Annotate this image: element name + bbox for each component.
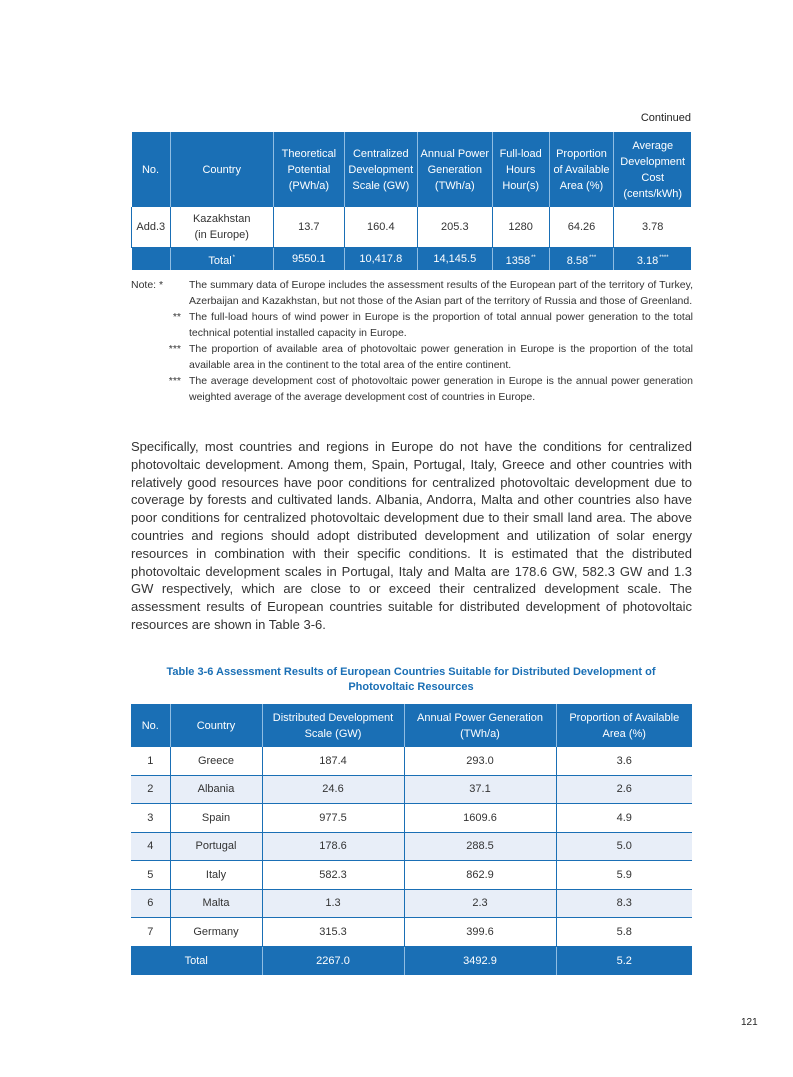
cell-generation: 288.5 (404, 832, 556, 861)
cell-generation: 37.1 (404, 775, 556, 804)
cell-country: Kazakhstan (in Europe) (170, 207, 273, 248)
cell-proportion: 2.6 (556, 775, 692, 804)
cell-generation: 862.9 (404, 861, 556, 890)
cell-proportion: 64.26 (549, 207, 614, 248)
cell-total-theoretical: 9550.1 (273, 248, 344, 271)
header-proportion: Proportion of Available Area (%) (556, 704, 692, 747)
cell-proportion: 5.8 (556, 918, 692, 947)
cell-country: Spain (170, 804, 262, 833)
cell-generation: 293.0 (404, 747, 556, 775)
cell-no: 7 (131, 918, 170, 947)
cell-total-proportion: 8.58*** (549, 248, 614, 271)
note-text: The summary data of Europe includes the assessment results of the European part of the territory of Turkey, Azerbaijan and Kazakhstan, but not those of the Asian part of the territory of Russia and those of Greenland. (189, 279, 693, 307)
cell-country: Greece (170, 747, 262, 775)
cell-total-proportion: 5.2 (556, 946, 692, 975)
table-header-row (131, 704, 692, 747)
cell-no: 2 (131, 775, 170, 804)
cell-generation: 2.3 (404, 889, 556, 918)
caption-line: Photovoltaic Resources (348, 681, 474, 693)
continued-label: Continued (640, 112, 691, 124)
header-generation: Annual Power Generation (TWh/a) (404, 704, 556, 747)
cell-scale: 178.6 (262, 832, 404, 861)
header-country: Country (170, 704, 262, 747)
table-row (131, 918, 692, 947)
header-centralized: Centralized Development Scale (GW) (344, 132, 417, 207)
cell-country: Germany (170, 918, 262, 947)
cell-scale: 24.6 (262, 775, 404, 804)
cell-scale: 315.3 (262, 918, 404, 947)
cell-scale: 977.5 (262, 804, 404, 833)
total-row (132, 248, 692, 271)
table-header-row (132, 132, 692, 207)
cell-total-cost: 3.18**** (614, 248, 691, 271)
table-row (131, 775, 692, 804)
cell-total-centralized: 10,417.8 (344, 248, 417, 271)
cell-country: Malta (170, 889, 262, 918)
cell-no: 6 (131, 889, 170, 918)
cell-proportion: 8.3 (556, 889, 692, 918)
header-cost: Average Development Cost (cents/kWh) (614, 132, 691, 207)
note-mark: Note: * (131, 279, 164, 291)
cell-no: 1 (131, 747, 170, 775)
cell-no: 4 (131, 832, 170, 861)
cell-country: Italy (170, 861, 262, 890)
cell-no: 3 (131, 804, 170, 833)
header-annual: Annual Power Generation (TWh/a) (417, 132, 492, 207)
table-row (131, 832, 692, 861)
note-item (131, 373, 693, 405)
cell-generation: 1609.6 (404, 804, 556, 833)
cell-total-label: Total* (170, 248, 273, 271)
cell-total-scale: 2267.0 (262, 946, 404, 975)
note-mark: *** (168, 343, 181, 355)
table-caption (131, 665, 691, 695)
table-row (131, 804, 692, 833)
cell-no: Add.3 (132, 207, 171, 248)
cell-country: Portugal (170, 832, 262, 861)
cell-cost: 3.78 (614, 207, 691, 248)
cell-theoretical: 13.7 (273, 207, 344, 248)
table-notes (131, 277, 693, 405)
note-item (131, 309, 693, 341)
header-no: No. (132, 132, 171, 207)
cell-proportion: 5.0 (556, 832, 692, 861)
note-text: The average development cost of photovoltaic power generation in Europe is the annual power generation weighted average of the average development cost of countries in Europe. (189, 375, 693, 403)
header-scale: Distributed Development Scale (GW) (262, 704, 404, 747)
cell-proportion: 3.6 (556, 747, 692, 775)
table-row (131, 861, 692, 890)
cell-total-generation: 3492.9 (404, 946, 556, 975)
cell-total-label: Total (131, 946, 262, 975)
table-row (131, 889, 692, 918)
note-mark: *** (168, 375, 181, 387)
header-theoretical: Theoretical Potential (PWh/a) (273, 132, 344, 207)
caption-line: Table 3-6 Assessment Results of European Countries Suitable for Distributed Development of (166, 666, 656, 678)
cell-total-fullload: 1358** (492, 248, 549, 271)
cell-scale: 1.3 (262, 889, 404, 918)
page-number: 121 (741, 1017, 758, 1028)
cell-proportion: 4.9 (556, 804, 692, 833)
header-country: Country (170, 132, 273, 207)
table-row (131, 747, 692, 775)
cell-total-annual: 14,145.5 (417, 248, 492, 271)
body-paragraph: Specifically, most countries and regions in Europe do not have the conditions for centralized photovoltaic development. Among them, Spain, Portugal, Italy, Greece and other countries with relatively good resources have poor conditions for centralized photovoltaic development due to coverage by forests and cultivated lands. Albania, Andorra, Malta and other countries also have poor conditions for centralized photovoltaic development due to their small land area. The above countries and regions should adopt distributed development and utilization of solar energy resources in combination with their specific conditions. It is estimated that the distributed photovoltaic development scales in Portugal, Italy and Malta are 178.6 GW, 582.3 GW and 1.3 GW respectively, which are close to or exceed their centralized development scale. The assessment results of European countries suitable for distributed development of photovoltaic resources are shown in Table 3-6. (131, 439, 692, 632)
note-item (131, 341, 693, 373)
cell-scale: 582.3 (262, 861, 404, 890)
header-no: No. (131, 704, 170, 747)
table-3-6 (131, 704, 692, 975)
note-text: The full-load hours of wind power in Europe is the proportion of total annual power generation to the total technical potential installed capacity in Europe. (189, 311, 693, 339)
note-item (131, 277, 693, 309)
header-proportion: Proportion of Available Area (%) (549, 132, 614, 207)
cell-centralized: 160.4 (344, 207, 417, 248)
cell-annual: 205.3 (417, 207, 492, 248)
cell-country: Albania (170, 775, 262, 804)
table-row (132, 207, 692, 248)
cell-no: 5 (131, 861, 170, 890)
cell-proportion: 5.9 (556, 861, 692, 890)
note-text: The proportion of available area of photovoltaic power generation in Europe is the proportion of the total available area in the continent to the total area of the entire continent. (189, 343, 693, 371)
cell-scale: 187.4 (262, 747, 404, 775)
cell-empty (132, 248, 171, 271)
cell-generation: 399.6 (404, 918, 556, 947)
total-row (131, 946, 692, 975)
note-mark: ** (172, 311, 181, 323)
table-continued (131, 132, 691, 270)
cell-fullload: 1280 (492, 207, 549, 248)
header-fullload: Full-load Hours Hour(s) (492, 132, 549, 207)
